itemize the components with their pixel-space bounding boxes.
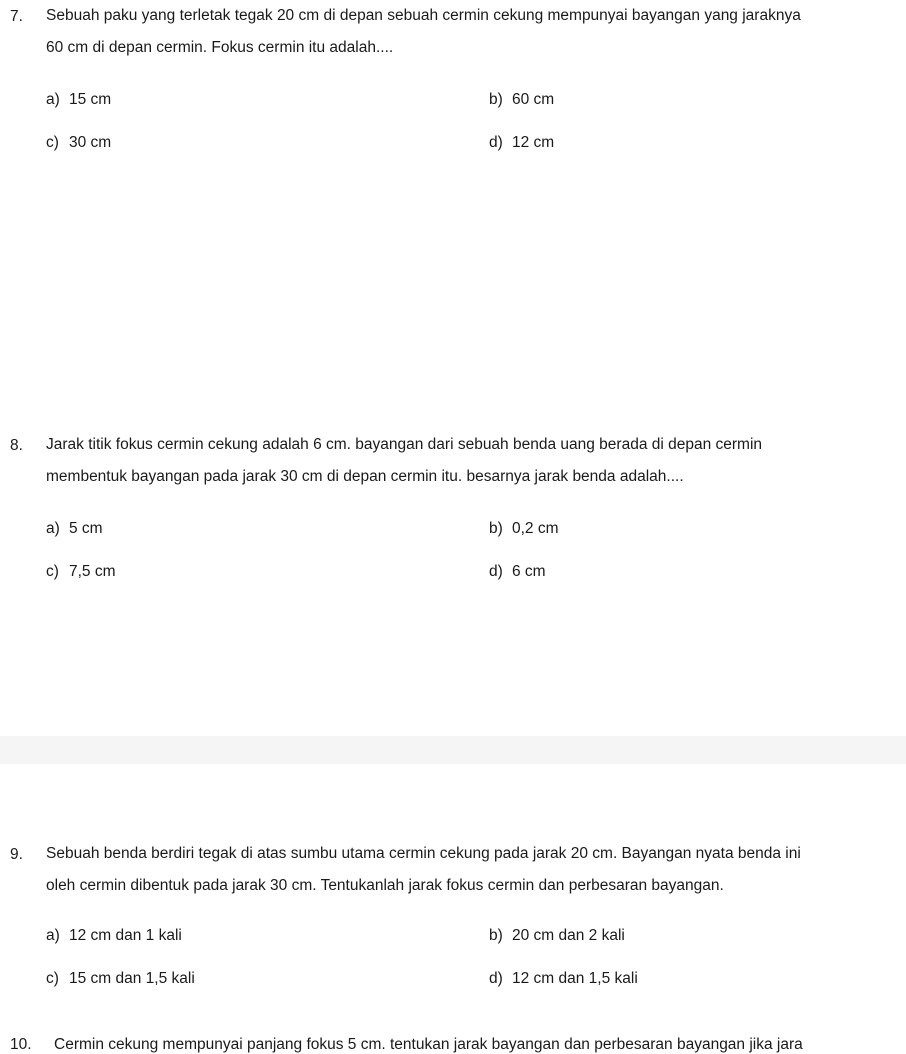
option-text: 6 cm bbox=[512, 563, 546, 580]
option-text: 12 cm dan 1 kali bbox=[69, 927, 182, 944]
option-d[interactable] bbox=[489, 134, 554, 152]
option-a[interactable] bbox=[46, 520, 103, 538]
option-key: d) bbox=[489, 134, 503, 151]
option-key: b) bbox=[489, 91, 503, 108]
question-text-line: 60 cm di depan cermin. Fokus cermin itu adalah.... bbox=[46, 39, 394, 56]
option-a[interactable] bbox=[46, 91, 111, 109]
question-text-line: membentuk bayangan pada jarak 30 cm di depan cermin itu. besarnya jarak benda adalah.... bbox=[46, 468, 684, 485]
option-d[interactable] bbox=[489, 563, 546, 581]
option-b[interactable] bbox=[489, 520, 559, 538]
option-key: a) bbox=[46, 927, 60, 944]
option-key: b) bbox=[489, 520, 503, 537]
question-number: 10. bbox=[10, 1036, 32, 1053]
option-key: d) bbox=[489, 563, 503, 580]
option-key: c) bbox=[46, 563, 59, 580]
option-key: c) bbox=[46, 970, 59, 987]
option-key: c) bbox=[46, 134, 59, 151]
option-text: 30 cm bbox=[69, 134, 112, 151]
option-c[interactable] bbox=[46, 563, 116, 581]
option-text: 15 cm dan 1,5 kali bbox=[69, 970, 195, 987]
question-text-line: Cermin cekung mempunyai panjang fokus 5 cm. tentukan jarak bayangan dan perbesaran bayangan jika jara bbox=[54, 1036, 803, 1053]
option-text: 0,2 cm bbox=[512, 520, 559, 537]
option-key: d) bbox=[489, 970, 503, 987]
option-d[interactable] bbox=[489, 970, 638, 988]
option-text: 5 cm bbox=[69, 520, 103, 537]
option-text: 60 cm bbox=[512, 91, 555, 108]
page-break-divider bbox=[0, 736, 906, 764]
question-text-line: oleh cermin dibentuk pada jarak 30 cm. Tentukanlah jarak fokus cermin dan perbesaran bayangan. bbox=[46, 877, 724, 894]
option-b[interactable] bbox=[489, 91, 554, 109]
question-text-line: Jarak titik fokus cermin cekung adalah 6 cm. bayangan dari sebuah benda uang berada di depan cermin bbox=[46, 436, 763, 453]
question-number: 8. bbox=[10, 437, 23, 454]
option-c[interactable] bbox=[46, 970, 195, 988]
option-text: 20 cm dan 2 kali bbox=[512, 927, 625, 944]
option-text: 15 cm bbox=[69, 91, 112, 108]
question-text bbox=[46, 838, 906, 902]
question-text-line: Sebuah benda berdiri tegak di atas sumbu utama cermin cekung pada jarak 20 cm. Bayangan nyata benda ini bbox=[46, 845, 801, 862]
question-text-line: Sebuah paku yang terletak tegak 20 cm di depan sebuah cermin cekung mempunyai bayangan yang jaraknya bbox=[46, 7, 801, 24]
question-number: 7. bbox=[10, 8, 23, 25]
option-key: a) bbox=[46, 520, 60, 537]
question-number: 9. bbox=[10, 846, 23, 863]
option-text: 7,5 cm bbox=[69, 563, 116, 580]
option-key: a) bbox=[46, 91, 60, 108]
option-b[interactable] bbox=[489, 927, 625, 945]
question-10-partial bbox=[10, 1036, 803, 1054]
question-text bbox=[46, 429, 906, 493]
option-a[interactable] bbox=[46, 927, 182, 945]
option-c[interactable] bbox=[46, 134, 111, 152]
option-text: 12 cm bbox=[512, 134, 555, 151]
option-key: b) bbox=[489, 927, 503, 944]
question-text bbox=[46, 0, 906, 64]
option-text: 12 cm dan 1,5 kali bbox=[512, 970, 638, 987]
